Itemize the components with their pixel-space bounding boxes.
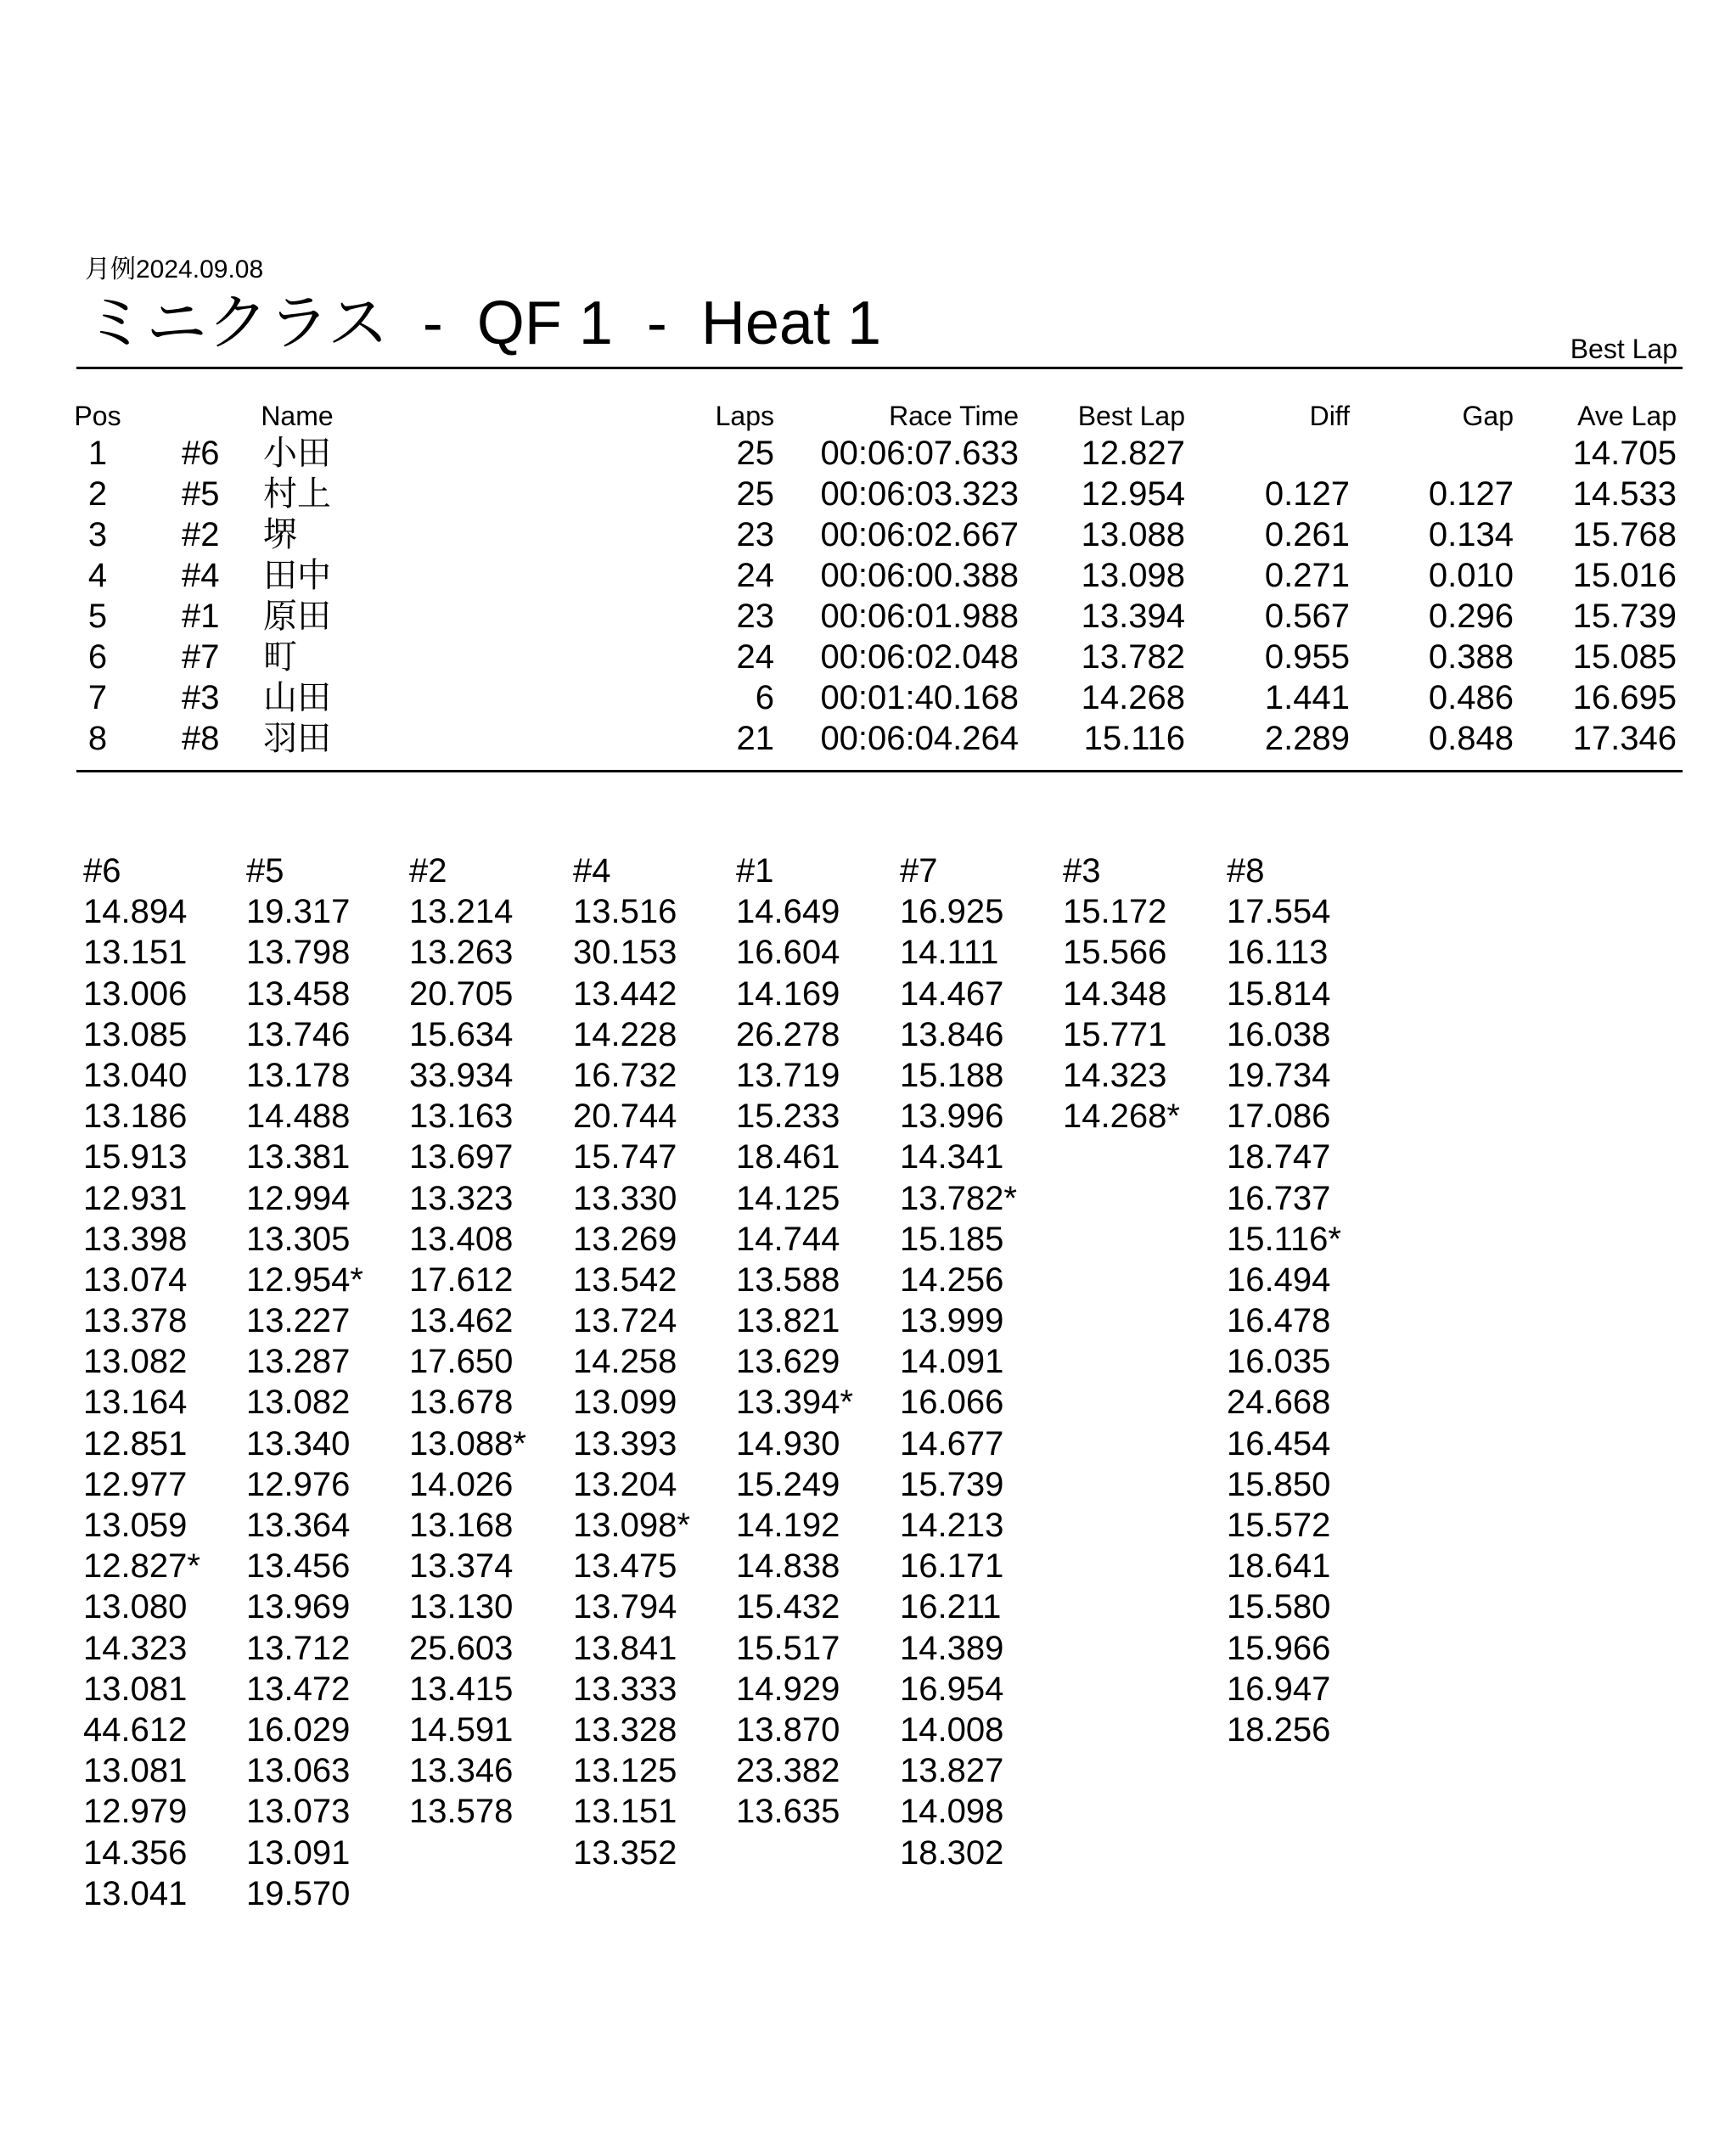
lap-time: 13.996 xyxy=(900,1098,1004,1136)
lap-time: 13.059 xyxy=(83,1507,188,1544)
result-race-time: 00:06:04.264 xyxy=(820,720,1019,757)
result-diff: 2.289 xyxy=(1264,720,1350,757)
lap-time: 13.969 xyxy=(246,1588,351,1626)
lap-time: 13.821 xyxy=(736,1302,840,1340)
lap-time: 25.603 xyxy=(409,1629,514,1667)
result-laps: 21 xyxy=(736,720,774,757)
lap-time: 13.091 xyxy=(246,1833,351,1872)
result-kart-number: #5 xyxy=(182,475,220,513)
result-driver-name: 田中 xyxy=(263,557,331,594)
lap-time: 16.737 xyxy=(1227,1179,1331,1217)
result-diff: 0.271 xyxy=(1264,557,1350,594)
lap-time: 12.851 xyxy=(83,1424,188,1463)
lap-time: 13.041 xyxy=(83,1874,188,1912)
lap-time: 13.578 xyxy=(409,1793,514,1831)
lap-time: 13.516 xyxy=(573,893,677,931)
result-kart-number: #8 xyxy=(182,720,220,757)
lap-time: 15.913 xyxy=(83,1138,188,1176)
event-date: 月例2024.09.08 xyxy=(85,255,264,284)
lap-time: 18.641 xyxy=(1227,1547,1331,1586)
lap-time: 14.192 xyxy=(736,1507,840,1544)
lap-time: 13.269 xyxy=(573,1220,677,1258)
lap-time: 20.744 xyxy=(573,1098,677,1136)
lap-time: 13.006 xyxy=(83,974,188,1013)
lap-time: 17.650 xyxy=(409,1343,514,1381)
column-header-diff: Diff xyxy=(1309,401,1350,431)
lap-column-header: #7 xyxy=(900,852,938,890)
result-pos: 4 xyxy=(87,557,108,594)
result-driver-name: 町 xyxy=(263,638,297,676)
lap-time: 13.393 xyxy=(573,1424,677,1463)
result-gap: 0.296 xyxy=(1428,598,1514,635)
lap-time: 18.256 xyxy=(1227,1710,1331,1749)
result-diff: 0.127 xyxy=(1264,475,1350,513)
lap-time: 14.467 xyxy=(900,974,1004,1013)
lap-time: 15.747 xyxy=(573,1138,677,1176)
lap-time: 14.026 xyxy=(409,1465,514,1503)
lap-time: 13.378 xyxy=(83,1302,188,1340)
result-ave-lap: 16.695 xyxy=(1572,679,1677,716)
lap-time: 15.116* xyxy=(1227,1220,1341,1258)
lap-column xyxy=(736,851,897,1833)
column-header-best-lap: Best Lap xyxy=(1077,401,1185,431)
lap-time: 13.227 xyxy=(246,1302,351,1340)
lap-time: 13.340 xyxy=(246,1424,351,1463)
lap-time: 15.814 xyxy=(1227,974,1331,1013)
lap-time: 16.066 xyxy=(900,1384,1004,1422)
column-header-ave-lap: Ave Lap xyxy=(1577,401,1677,431)
result-gap: 0.486 xyxy=(1428,679,1514,716)
results-body xyxy=(0,433,1725,759)
lap-time: 13.846 xyxy=(900,1015,1004,1053)
lap-column-header: #4 xyxy=(573,852,611,890)
lap-time: 14.341 xyxy=(900,1138,1004,1176)
result-ave-lap: 15.739 xyxy=(1572,598,1677,635)
lap-time: 13.635 xyxy=(736,1793,840,1831)
lap-time: 16.947 xyxy=(1227,1670,1331,1708)
lap-time: 14.213 xyxy=(900,1507,1004,1544)
lap-time: 15.185 xyxy=(900,1220,1004,1258)
lap-time: 16.604 xyxy=(736,934,840,972)
lap-column-header: #2 xyxy=(409,852,447,890)
lap-column-header: #5 xyxy=(246,852,284,890)
lap-time: 13.323 xyxy=(409,1179,514,1217)
lap-time: 14.323 xyxy=(83,1629,188,1667)
result-row xyxy=(0,514,1725,555)
lap-time: 15.188 xyxy=(900,1056,1004,1094)
lap-time: 13.178 xyxy=(246,1056,351,1094)
lap-time: 15.634 xyxy=(409,1015,514,1053)
lap-time: 16.211 xyxy=(900,1588,1002,1626)
lap-time: 24.668 xyxy=(1227,1384,1331,1422)
result-ave-lap: 15.085 xyxy=(1572,638,1677,676)
result-ave-lap: 15.016 xyxy=(1572,557,1677,594)
lap-time: 13.724 xyxy=(573,1302,677,1340)
result-race-time: 00:06:01.988 xyxy=(820,598,1019,635)
result-diff: 0.955 xyxy=(1264,638,1350,676)
result-laps: 25 xyxy=(736,435,774,472)
lap-time: 13.081 xyxy=(83,1752,188,1790)
lap-time: 13.098* xyxy=(573,1507,690,1544)
lap-time: 16.494 xyxy=(1227,1260,1331,1299)
column-header-race-time: Race Time xyxy=(889,401,1019,431)
lap-time: 14.169 xyxy=(736,974,840,1013)
lap-time: 14.894 xyxy=(83,893,188,931)
lap-time: 15.432 xyxy=(736,1588,840,1626)
lap-time: 13.287 xyxy=(246,1343,351,1381)
bottom-divider xyxy=(76,770,1683,772)
lap-time: 14.488 xyxy=(246,1098,351,1136)
lap-time: 15.172 xyxy=(1063,893,1167,931)
result-laps: 23 xyxy=(736,598,774,635)
lap-time: 17.612 xyxy=(409,1260,514,1299)
lap-time: 16.925 xyxy=(900,893,1004,931)
result-pos: 7 xyxy=(87,679,108,716)
lap-time: 12.977 xyxy=(83,1465,188,1503)
lap-time: 12.954* xyxy=(246,1260,363,1299)
result-race-time: 00:06:02.048 xyxy=(820,638,1019,676)
result-kart-number: #4 xyxy=(182,557,220,594)
lap-time: 19.570 xyxy=(246,1874,351,1912)
lap-column xyxy=(409,851,570,1833)
result-pos: 5 xyxy=(87,598,108,635)
column-header-laps: Laps xyxy=(715,401,774,431)
lap-column-header: #3 xyxy=(1063,852,1101,890)
result-diff: 0.567 xyxy=(1264,598,1350,635)
result-driver-name: 山田 xyxy=(263,679,331,716)
lap-time: 14.677 xyxy=(900,1424,1004,1463)
lap-time: 13.697 xyxy=(409,1138,514,1176)
result-kart-number: #3 xyxy=(182,679,220,716)
result-gap: 0.127 xyxy=(1428,475,1514,513)
lap-time: 44.612 xyxy=(83,1710,188,1749)
lap-time: 13.099 xyxy=(573,1384,677,1422)
lap-time: 13.073 xyxy=(246,1793,351,1831)
lap-column xyxy=(1227,851,1388,1750)
result-ave-lap: 17.346 xyxy=(1572,720,1677,757)
lap-time: 13.458 xyxy=(246,974,351,1013)
lap-time: 14.256 xyxy=(900,1260,1004,1299)
result-ave-lap: 14.533 xyxy=(1572,475,1677,513)
lap-time: 23.382 xyxy=(736,1752,840,1790)
lap-time: 14.091 xyxy=(900,1343,1004,1381)
result-best-lap: 13.088 xyxy=(1081,516,1185,553)
lap-time: 13.164 xyxy=(83,1384,188,1422)
result-laps: 24 xyxy=(736,557,774,594)
lap-column-header: #8 xyxy=(1227,852,1265,890)
lap-time: 13.330 xyxy=(573,1179,677,1217)
result-kart-number: #1 xyxy=(182,598,220,635)
lap-time: 18.461 xyxy=(736,1138,840,1176)
lap-time: 13.374 xyxy=(409,1547,514,1586)
lap-time: 14.268* xyxy=(1063,1098,1180,1136)
result-best-lap: 13.782 xyxy=(1081,638,1185,676)
lap-time: 13.462 xyxy=(409,1302,514,1340)
lap-time: 12.994 xyxy=(246,1179,351,1217)
lap-time: 19.734 xyxy=(1227,1056,1331,1094)
result-driver-name: 羽田 xyxy=(263,720,331,757)
lap-time: 16.954 xyxy=(900,1670,1004,1708)
result-laps: 6 xyxy=(755,679,774,716)
lap-time: 14.591 xyxy=(409,1710,514,1749)
lap-time: 14.930 xyxy=(736,1424,840,1463)
lap-time: 13.080 xyxy=(83,1588,188,1626)
lap-time: 19.317 xyxy=(246,893,351,931)
lap-column xyxy=(83,851,244,1914)
lap-time: 13.798 xyxy=(246,934,351,972)
result-ave-lap: 14.705 xyxy=(1572,435,1677,472)
lap-time: 14.228 xyxy=(573,1015,677,1053)
result-laps: 25 xyxy=(736,475,774,513)
result-diff: 0.261 xyxy=(1264,516,1350,553)
lap-time: 13.999 xyxy=(900,1302,1004,1340)
lap-column xyxy=(900,851,1061,1873)
lap-time: 15.233 xyxy=(736,1098,840,1136)
result-driver-name: 堺 xyxy=(263,516,297,553)
result-row xyxy=(0,718,1725,759)
lap-time: 13.841 xyxy=(573,1629,677,1667)
result-best-lap: 14.268 xyxy=(1081,679,1185,716)
lap-time: 15.966 xyxy=(1227,1629,1331,1667)
lap-time: 13.168 xyxy=(409,1507,514,1544)
result-race-time: 00:06:07.633 xyxy=(820,435,1019,472)
lap-time: 13.151 xyxy=(573,1793,677,1831)
lap-time: 12.979 xyxy=(83,1793,188,1831)
results-table xyxy=(0,399,1725,759)
lap-time: 13.214 xyxy=(409,893,514,931)
lap-column xyxy=(246,851,407,1914)
lap-time: 13.130 xyxy=(409,1588,514,1626)
result-best-lap: 13.098 xyxy=(1081,557,1185,594)
results-header-row xyxy=(0,399,1725,433)
result-race-time: 00:01:40.168 xyxy=(820,679,1019,716)
result-laps: 23 xyxy=(736,516,774,553)
lap-time: 13.305 xyxy=(246,1220,351,1258)
result-row xyxy=(0,637,1725,677)
lap-time: 13.456 xyxy=(246,1547,351,1586)
lap-column-header: #1 xyxy=(736,852,774,890)
lap-time: 13.827 xyxy=(900,1752,1004,1790)
lap-time: 13.163 xyxy=(409,1098,514,1136)
result-best-lap: 12.954 xyxy=(1081,475,1185,513)
lap-time: 16.171 xyxy=(900,1547,1004,1586)
lap-time: 15.517 xyxy=(736,1629,840,1667)
lap-time: 14.125 xyxy=(736,1179,840,1217)
column-header-name: Name xyxy=(261,401,334,431)
lap-time: 13.381 xyxy=(246,1138,351,1176)
lap-time: 20.705 xyxy=(409,974,514,1013)
lap-time: 33.934 xyxy=(409,1056,514,1094)
lap-time: 13.746 xyxy=(246,1015,351,1053)
lap-time: 30.153 xyxy=(573,934,677,972)
lap-time: 13.794 xyxy=(573,1588,677,1626)
lap-time: 14.838 xyxy=(736,1547,840,1586)
lap-time: 18.747 xyxy=(1227,1138,1331,1176)
lap-time: 12.827* xyxy=(83,1547,200,1586)
lap-time: 16.038 xyxy=(1227,1015,1331,1053)
lap-time: 14.929 xyxy=(736,1670,840,1708)
top-divider xyxy=(76,367,1683,369)
result-row xyxy=(0,596,1725,637)
lap-time: 13.088* xyxy=(409,1424,526,1463)
lap-time: 13.082 xyxy=(246,1384,351,1422)
lap-column xyxy=(1063,851,1224,1137)
lap-time: 13.063 xyxy=(246,1752,351,1790)
lap-time: 14.356 xyxy=(83,1833,188,1872)
lap-time: 15.566 xyxy=(1063,934,1167,972)
result-kart-number: #2 xyxy=(182,516,220,553)
result-gap: 0.010 xyxy=(1428,557,1514,594)
lap-time: 14.008 xyxy=(900,1710,1004,1749)
lap-time: 13.588 xyxy=(736,1260,840,1299)
result-gap: 0.848 xyxy=(1428,720,1514,757)
lap-time: 16.478 xyxy=(1227,1302,1331,1340)
result-best-lap: 13.394 xyxy=(1081,598,1185,635)
lap-time: 13.678 xyxy=(409,1384,514,1422)
lap-time: 14.389 xyxy=(900,1629,1004,1667)
result-ave-lap: 15.768 xyxy=(1572,516,1677,553)
lap-time: 13.346 xyxy=(409,1752,514,1790)
result-driver-name: 小田 xyxy=(263,435,331,472)
result-pos: 2 xyxy=(87,475,108,513)
result-row xyxy=(0,433,1725,474)
result-gap: 0.134 xyxy=(1428,516,1514,553)
lap-time: 13.352 xyxy=(573,1833,677,1872)
lap-time: 14.348 xyxy=(1063,974,1167,1013)
lap-time: 17.086 xyxy=(1227,1098,1331,1136)
lap-time: 17.554 xyxy=(1227,893,1331,931)
lap-time: 13.398 xyxy=(83,1220,188,1258)
lap-time: 15.249 xyxy=(736,1465,840,1503)
lap-time: 13.542 xyxy=(573,1260,677,1299)
lap-time: 13.040 xyxy=(83,1056,188,1094)
result-laps: 24 xyxy=(736,638,774,676)
lap-time: 14.111 xyxy=(900,934,999,972)
result-pos: 6 xyxy=(87,638,108,676)
lap-time: 15.580 xyxy=(1227,1588,1331,1626)
lap-time: 15.739 xyxy=(900,1465,1004,1503)
lap-time: 13.333 xyxy=(573,1670,677,1708)
lap-time: 16.113 xyxy=(1227,934,1329,972)
lap-time: 26.278 xyxy=(736,1015,840,1053)
session-title: ミニクラス - QF 1 - Heat 1 xyxy=(85,289,881,357)
result-best-lap: 15.116 xyxy=(1083,720,1185,757)
result-row xyxy=(0,677,1725,718)
lap-time: 12.976 xyxy=(246,1465,351,1503)
lap-time: 13.364 xyxy=(246,1507,351,1544)
lap-time: 13.085 xyxy=(83,1015,188,1053)
lap-time: 14.323 xyxy=(1063,1056,1167,1094)
lap-time: 14.744 xyxy=(736,1220,840,1258)
lap-column-header: #6 xyxy=(83,852,121,890)
lap-time: 16.029 xyxy=(246,1710,351,1749)
result-diff: 1.441 xyxy=(1264,679,1350,716)
result-kart-number: #6 xyxy=(182,435,220,472)
result-race-time: 00:06:03.323 xyxy=(820,475,1019,513)
result-best-lap: 12.827 xyxy=(1081,435,1185,472)
result-row xyxy=(0,555,1725,596)
lap-time: 13.870 xyxy=(736,1710,840,1749)
lap-time: 14.649 xyxy=(736,893,840,931)
result-driver-name: 村上 xyxy=(263,475,331,513)
lap-time: 13.408 xyxy=(409,1220,514,1258)
result-row xyxy=(0,474,1725,514)
lap-time: 16.732 xyxy=(573,1056,677,1094)
lap-time: 13.712 xyxy=(246,1629,351,1667)
lap-time: 12.931 xyxy=(83,1179,188,1217)
lap-time: 13.263 xyxy=(409,934,514,972)
lap-time: 14.098 xyxy=(900,1793,1004,1831)
lap-time: 16.454 xyxy=(1227,1424,1331,1463)
column-header-pos: Pos xyxy=(74,401,121,431)
lap-time: 13.472 xyxy=(246,1670,351,1708)
result-kart-number: #7 xyxy=(182,638,220,676)
result-pos: 8 xyxy=(87,720,108,757)
lap-time: 15.771 xyxy=(1063,1015,1167,1053)
lap-time: 13.415 xyxy=(409,1670,514,1708)
lap-time: 15.572 xyxy=(1227,1507,1331,1544)
lap-time: 16.035 xyxy=(1227,1343,1331,1381)
lap-time: 13.082 xyxy=(83,1343,188,1381)
result-pos: 3 xyxy=(87,516,108,553)
lap-time: 13.475 xyxy=(573,1547,677,1586)
lap-time: 18.302 xyxy=(900,1833,1004,1872)
result-race-time: 00:06:00.388 xyxy=(820,557,1019,594)
result-gap: 0.388 xyxy=(1428,638,1514,676)
lap-column xyxy=(573,851,734,1873)
lap-time: 13.151 xyxy=(83,934,188,972)
lap-time: 13.394* xyxy=(736,1384,853,1422)
result-driver-name: 原田 xyxy=(263,598,331,635)
lap-time: 14.258 xyxy=(573,1343,677,1381)
result-pos: 1 xyxy=(87,435,108,472)
lap-time: 13.074 xyxy=(83,1260,188,1299)
lap-time: 13.328 xyxy=(573,1710,677,1749)
column-header-gap: Gap xyxy=(1462,401,1514,431)
lap-time: 13.719 xyxy=(736,1056,840,1094)
lap-time: 13.081 xyxy=(83,1670,188,1708)
lap-time: 13.204 xyxy=(573,1465,677,1503)
sort-label: Best Lap xyxy=(1570,334,1677,364)
result-race-time: 00:06:02.667 xyxy=(820,516,1019,553)
lap-time: 13.629 xyxy=(736,1343,840,1381)
lap-time: 13.442 xyxy=(573,974,677,1013)
lap-time: 13.186 xyxy=(83,1098,188,1136)
lap-time: 13.125 xyxy=(573,1752,677,1790)
lap-time: 15.850 xyxy=(1227,1465,1331,1503)
lap-time: 13.782* xyxy=(900,1179,1017,1217)
